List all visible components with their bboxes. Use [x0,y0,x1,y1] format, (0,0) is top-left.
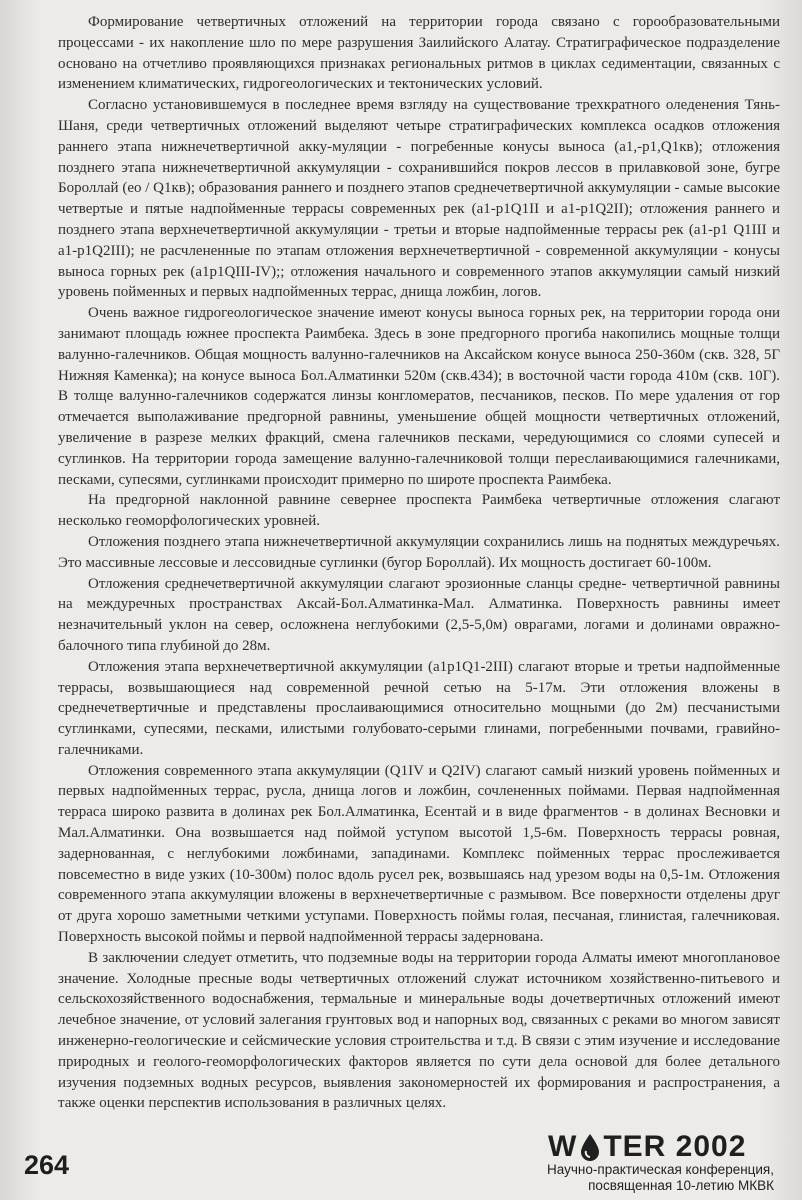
paragraph: Отложения позднего этапа нижнечетвертичной аккумуляции сохранились лишь на поднятых междуречьях. Это массивные лессовые и лессовидные суглинки (бугор Бороллай). Их мощность достигает 60-100м. [58,533,780,571]
conference-caption [500,1162,774,1194]
paragraph: На предгорной наклонной равнине севернее проспекта Раимбека четвертичные отложения слагают несколько геоморфологических уровней. [58,492,780,530]
paragraph: Согласно установившемуся в последнее время взгляду на существование трехкратного оледенения Тянь-Шаня, среди четвертичных отложений выделяют четыре стратиграфических комплекса осадков отложения раннего этапа нижнечетвертичной акку-муляции - погребенные конусы выноса (a1,-p1,Q1кв); отложения позднего этапа нижнечетвертичной аккумуляции - сохранившийся покров лессов в прилавковой зоне, бугре Бороллай (eo / Q1кв); образования раннего и позднего этапов среднечетвертичной аккумуляции - самые высокие четвертые и пятые надпойменные террасы современных рек (a1-p1Q1II и a1-p1Q2II); отложения раннего и позднего этапа верхнечетвертичной аккумуляции - третьи и вторые надпойменные террасы рек (a1-p1 Q1III и a1-p1Q2III); не расчлененные по этапам отложения верхнечетвертичной - современной аккумуляции - конусы выноса горных рек (a1p1QIII-IV);; отложения начального и современного этапов аккумуляции самый низкий уровень пойменных и первых надпойменных террас, днища ложбин, логов. [58,97,780,301]
paragraph: Очень важное гидрогеологическое значение имеют конусы выноса горных рек, на территории города они занимают площадь южнее проспекта Раимбека. Здесь в зоне предгорного прогиба накопились мощные толщи валунно-галечников. Общая мощность валунно-галечников на Аксайском конусе выноса 250-360м (скв. 328, 5Г Нижняя Каменка); на конусе выноса Бол.Алматинки 520м (скв.434); в восточной части города 410м (скв. 10Г). В толще валунно-галечников содержатся линзы конгломератов, песчаников, песков. По мере удаления от гор отмечается выполаживание предгорной равнины, уменьшение общей мощности четвертичных отложений, увеличение в разрезе мелких фракций, смена галечников песками, чередующимися со слоями супесей и суглинков. На территории города замещение валунно-галечниковой толщи переслаивающимися галечниками, песками, супесями, суглинками происходит примерно по широте проспекта Раимбека. [58,305,780,488]
logo-suffix: TER 2002 [603,1130,747,1163]
conference-line: посвященная 10-летию МКВК [588,1178,774,1193]
logo-prefix: W [548,1130,578,1163]
water-drop-icon [579,1132,601,1162]
paragraph: Отложения современного этапа аккумуляции (Q1IV и Q2IV) слагают самый низкий уровень пойменных и первых надпойменных террас, русла, днища логов и ложбин, сочлененных поймами. Первая надпойменная терраса широко развита в долинах рек Бол.Алматинка, Есентай и в виде фрагментов - в долинах Весновки и Мал.Алматинки. Она возвышается над поймой уступом высотой 1,5-6м. Поверхность террасы ровная, задернованная, с неглубокими ложбинами, западинами. Комплекс пойменных террас прослеживается повсеместно в виде узких (10-300м) полос вдоль русел рек, возвышаясь над урезом воды на 0,5-1м. Отложения современного этапа аккумуляции вложены в верхнечетвертичные с размывом. Все поверхности отделены друг от друга хорошо заметными четкими уступами. Поверхность поймы голая, песчаная, глинистая, галечниковая. Поверхность высокой поймы и первой надпойменной террасы задернована. [58,762,780,946]
water-2002-logo [548,1130,774,1164]
paragraph: В заключении следует отметить, что подземные воды на территории города Алматы имеют многоплановое значение. Холодные пресные воды четвертичных отложений служат источником хозяйственно-питьевого и сельскохозяйственного водоснабжения, термальные и минеральные воды дочетвертичных отложений имеют лечебное значение, от условий залегания грунтовых вод и напорных вод, связанных с реками во многом зависят инженерно-геологические и сейсмические условия строительства и т.д. В связи с этим изучение и исследование природных и геолого-геоморфологических факторов является по сути дела основой для более детального изучения подземных водных ресурсов, выявления закономерностей их формирования и распространения, а также оценки перспектив использования в различных целях. [58,949,780,1112]
conference-line: Научно-практическая конференция, [547,1162,774,1177]
paragraph: Отложения этапа верхнечетвертичной аккумуляции (a1p1Q1-2III) слагают вторые и третьи надпойменные террасы, возвышающиеся над современной речной сетью на 5-17м. Эти отложения вложены в среднечетвертичные и представлены прослаивающимися относительно мощными (до 2м) песчанистыми суглинками, супесями, песками, илистыми голубовато-серыми глинами, погребенными почвами, гравийно-галечниками. [58,658,780,758]
page-number: 264 [24,1150,70,1180]
paragraph: Отложения среднечетвертичной аккумуляции слагают эрозионные сланцы средне- четвертичной равнины на междуречных пространствах Аксай-Бол.Алматинка-Мал. Алматинка. Поверхность равнины имеет незначительный уклон на север, осложнена неглубокими (2,5-5,0м) оврагами, логами и долинами овражно-балочного типа глубиной до 28м. [58,575,780,654]
article-body [58,12,780,1114]
paragraph: Формирование четвертичных отложений на территории города связано с горообразовательными процессами - их накопление шло по мере разрушения Заилийского Алатау. Стратиграфическое подразделение основано на отчетливо проявляющихся признаках региональных ритмов в циклах седиментации, связанных с изменением климатических, гидрогеологических и тектонических условий. [58,14,780,93]
